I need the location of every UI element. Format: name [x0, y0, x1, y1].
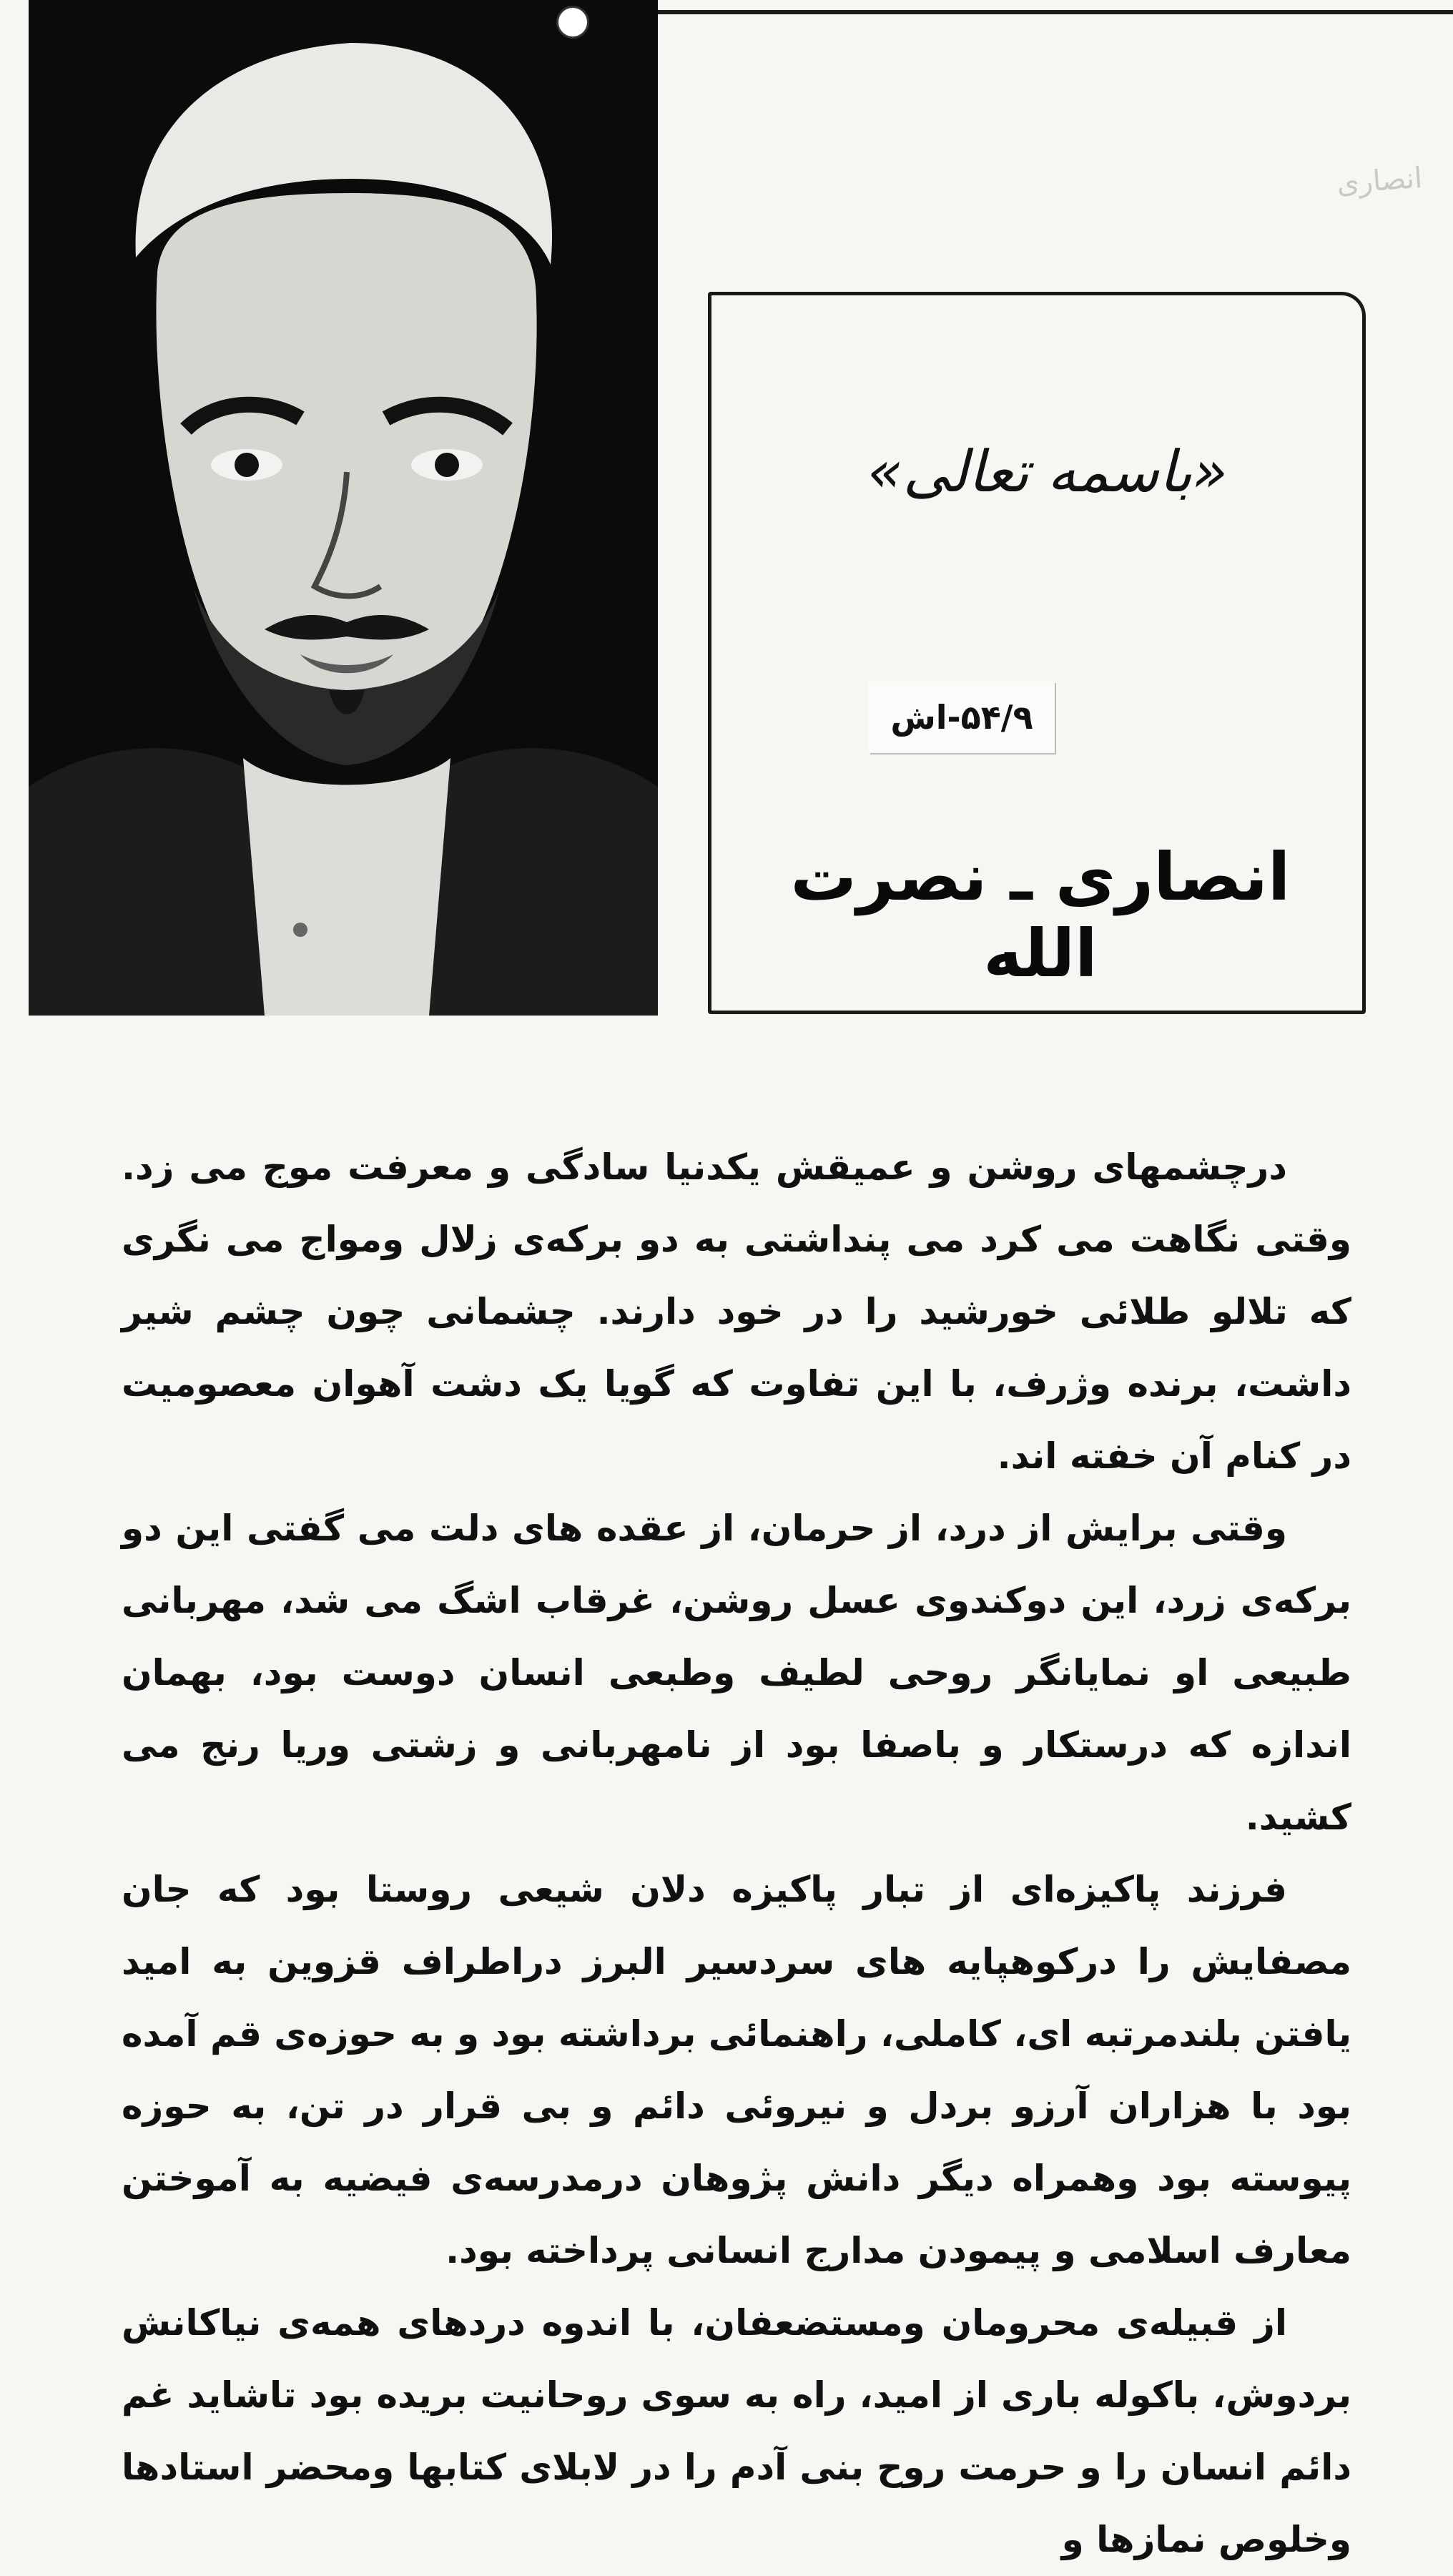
reference-code-label: ۵۴/۹-اش [869, 682, 1055, 753]
biography-text [122, 1131, 1351, 2576]
punch-hole [556, 6, 589, 39]
portrait-photo [29, 0, 658, 1016]
invocation-heading: «باسمه تعالی» [867, 438, 1228, 505]
paragraph: درچشمهای روشن و عمیقش یکدنیا سادگی و معرفت موج می زد. وقتی نگاهت می کرد می پنداشتی به دو برکه‌ی زلال ومواج می نگری که تلالو طلائی خورشید را در خود دارند. چشمانی چون چشم شیر داشت، برنده وژرف، با این تفاوت که گویا یک دشت آهوان معصومیت در کنام آن خفته اند. [122, 1146, 1351, 1477]
paragraph: فرزند پاکیزه‌ای از تبار پاکیزه دلان شیعی روستا بود که جان مصفایش را درکوهپایه های سردسیر البرز دراطراف قزوین به امید یافتن بلندمرتبه ای، کاملی، راهنمائی برداشته بود و به حوزه‌ی قم آمده بود با هزاران آرزو بردل و نیروئی دائم و بی قرار در تن، به حوزه پیوسته بود وهمراه دیگر دانش پژوهان درمدرسه‌ی فیضیه به آموختن معارف اسلامی و پیمودن مدارج انسانی پرداخته بود. [122, 1869, 1351, 2271]
paragraph: از قبیله‌ی محرومان ومستضعفان، با اندوه دردهای همه‌ی نیاکانش بردوش، باکوله باری از امید، راه به سوی روحانیت بریده بود تاشاید غم دائم انسان را و حرمت روح بنی آدم را در لابلای کتابها ومحضر استادها وخلوص نمازها و [122, 2302, 1351, 2560]
paragraph: وقتی برایش از درد، از حرمان، از عقده های دلت می گفتی این دو برکه‌ی زرد، این دوکندوی عسل روشن، غرقاب اشگ می شد، مهربانی طبیعی او نمایانگر روحی لطیف وطبعی انسان دوست بود، بهمان اندازه که درستکار و باصفا بود از نامهربانی و زشتی وریا رنج می کشید. [122, 1508, 1351, 1838]
title-box [708, 292, 1366, 1014]
top-border-line [651, 10, 1453, 14]
portrait-drawing [29, 0, 658, 1016]
person-name: انصاری ـ نصرت الله [790, 839, 1291, 992]
handwritten-margin-note: انصاری [1335, 161, 1424, 201]
